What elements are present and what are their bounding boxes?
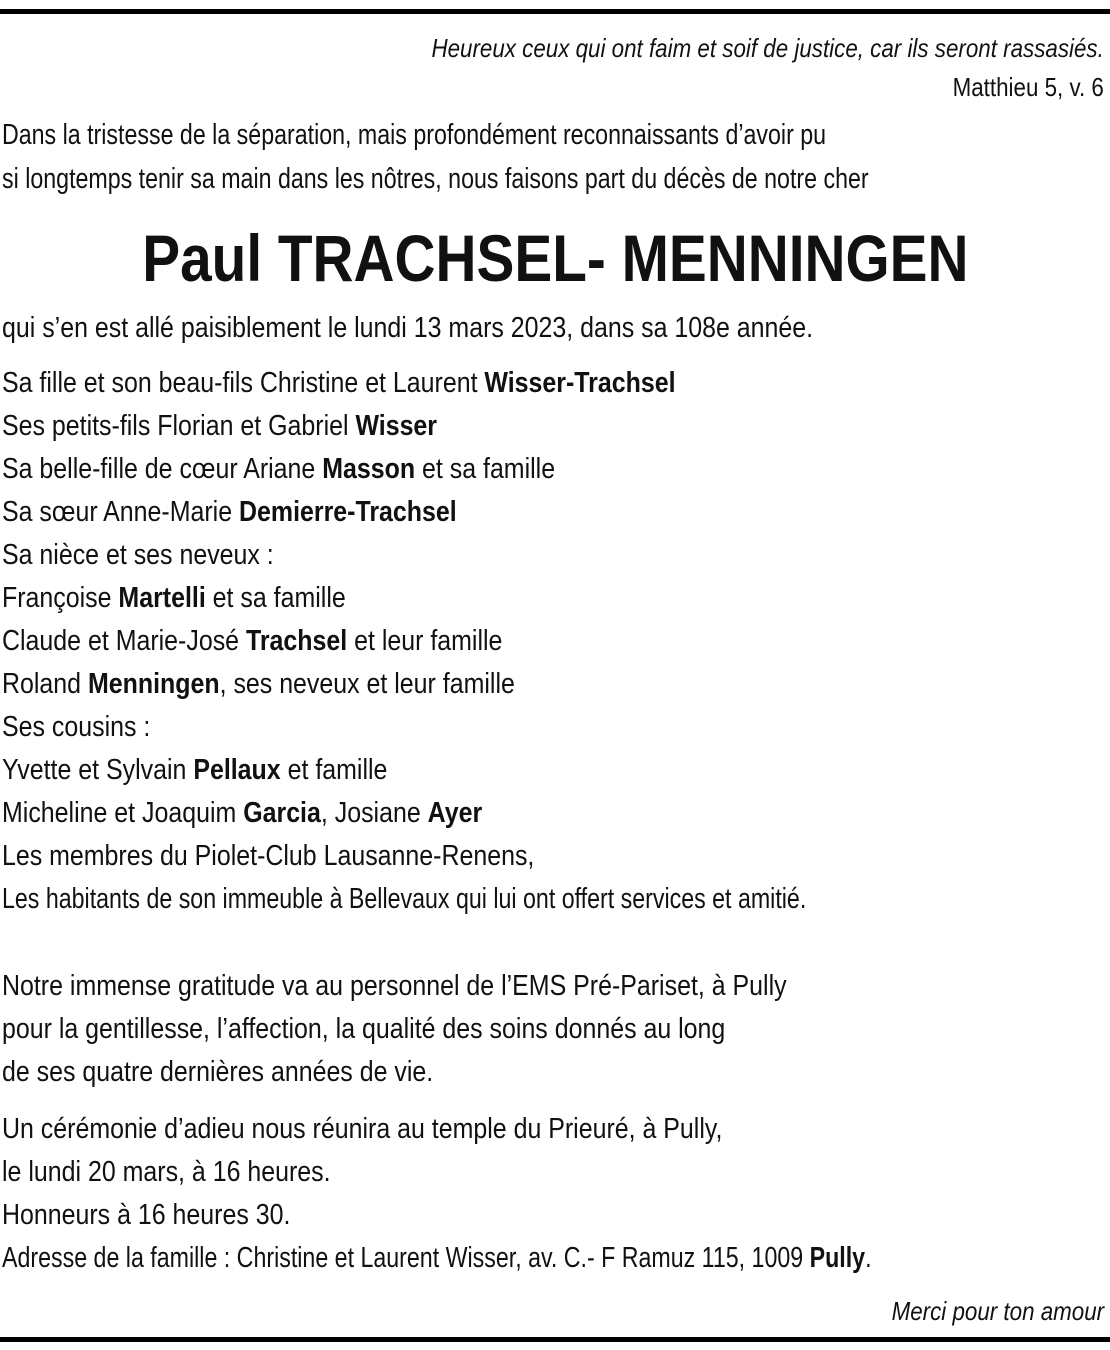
- deceased-name-text: Paul TRACHSEL- MENNINGEN: [141, 221, 969, 295]
- family-line: Roland Menningen, ses neveux et leur famille: [2, 668, 515, 700]
- family-line: Claude et Marie-José Trachsel et leur famille: [2, 625, 503, 657]
- passing-text: qui s’en est allé paisiblement le lundi 13 mars 2023, dans sa 108e année.: [2, 312, 814, 344]
- family-line: Sa fille et son beau-fils Christine et Laurent Wisser-Trachsel: [2, 367, 676, 399]
- family-line: Les habitants de son immeuble à Bellevaux qui lui ont offert services et amitié.: [2, 883, 807, 915]
- closing-text: Merci pour ton amour: [891, 1296, 1104, 1326]
- gratitude-line-3: de ses quatre dernières années de vie.: [2, 1056, 434, 1088]
- family-line: Ses cousins :: [2, 711, 151, 743]
- top-rule: [0, 9, 1110, 14]
- gratitude-line-2: pour la gentillesse, l’affection, la qualité des soins donnés au long: [2, 1013, 726, 1045]
- ceremony-line-1: Un cérémonie d’adieu nous réunira au temple du Prieuré, à Pully,: [2, 1113, 723, 1145]
- verse-reference: Matthieu 5, v. 6: [952, 72, 1104, 102]
- ceremony-line-3: Honneurs à 16 heures 30.: [2, 1199, 291, 1231]
- family-line: Sa nièce et ses neveux :: [2, 539, 274, 571]
- family-line: Sa belle-fille de cœur Ariane Masson et sa famille: [2, 453, 556, 485]
- bottom-rule: [0, 1337, 1110, 1342]
- ceremony-line-2: le lundi 20 mars, à 16 heures.: [2, 1156, 331, 1188]
- verse-text: Heureux ceux qui ont faim et soif de justice, car ils seront rassasiés.: [431, 33, 1104, 63]
- family-line: Ses petits-fils Florian et Gabriel Wisser: [2, 410, 438, 442]
- gratitude-line-1: Notre immense gratitude va au personnel de l’EMS Pré-Pariset, à Pully: [2, 970, 787, 1002]
- family-line: Sa sœur Anne-Marie Demierre-Trachsel: [2, 496, 457, 528]
- family-line: Françoise Martelli et sa famille: [2, 582, 346, 614]
- intro-line-1: Dans la tristesse de la séparation, mais profondément reconnaissants d’avoir pu: [2, 119, 827, 151]
- family-line: Les membres du Piolet-Club Lausanne-Renens,: [2, 840, 535, 872]
- family-line: Yvette et Sylvain Pellaux et famille: [2, 754, 388, 786]
- deceased-name: [0, 222, 1110, 294]
- intro-line-2: si longtemps tenir sa main dans les nôtres, nous faisons part du décès de notre cher: [2, 163, 869, 195]
- family-address: Adresse de la famille : Christine et Laurent Wisser, av. C.- F Ramuz 115, 1009 Pully.: [2, 1242, 872, 1274]
- family-line: Micheline et Joaquim Garcia, Josiane Ayer: [2, 797, 483, 829]
